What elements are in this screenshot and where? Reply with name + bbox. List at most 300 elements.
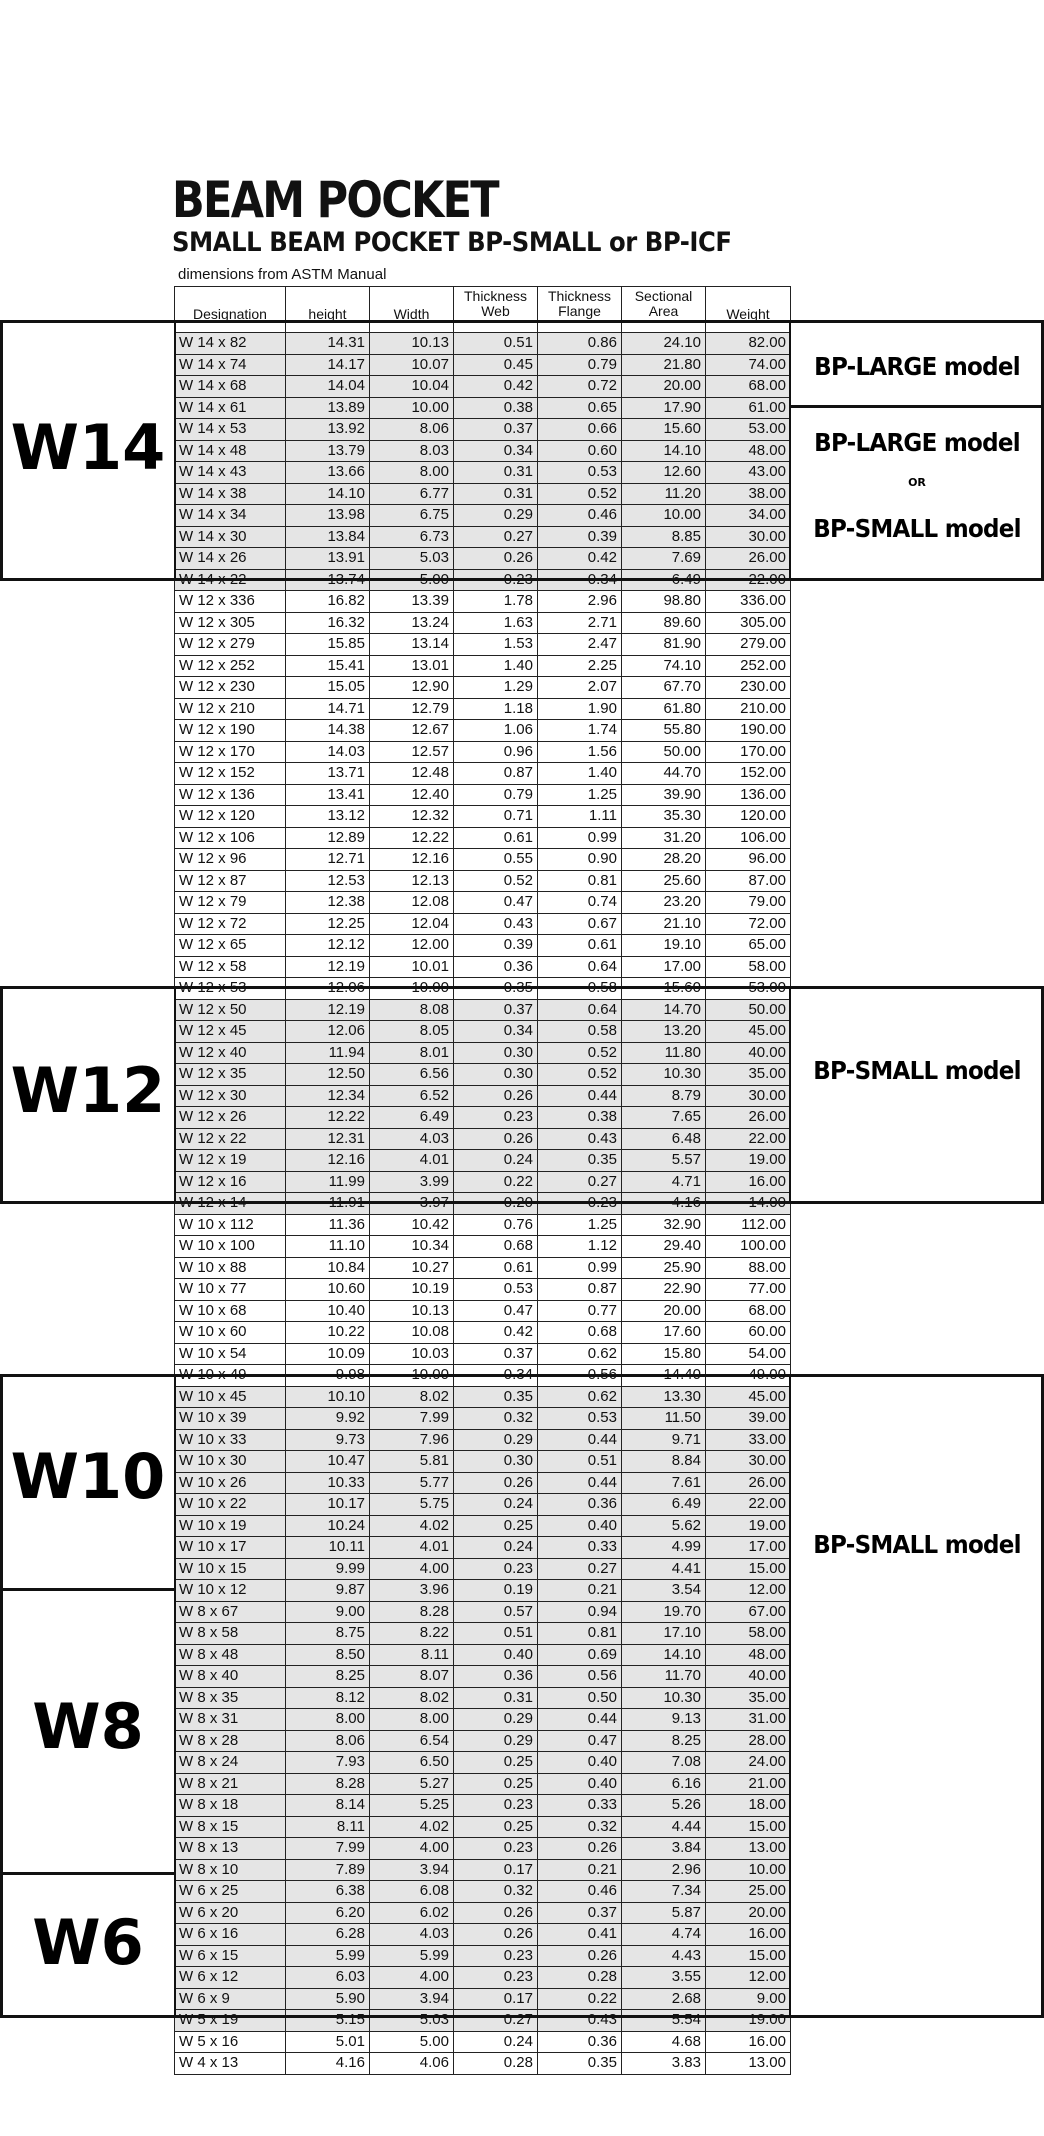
designation-cell: W 10 x 60: [175, 1322, 286, 1344]
table-row: [175, 1257, 791, 1279]
value-cell: 336.00: [706, 591, 791, 613]
model-label-bp-small: BP-SMALL model: [813, 514, 1021, 543]
value-cell: 22.00: [706, 569, 791, 591]
value-cell: 68.00: [706, 1300, 791, 1322]
value-cell: 0.62: [538, 1343, 622, 1365]
value-cell: 120.00: [706, 806, 791, 828]
value-cell: 0.22: [538, 1988, 622, 2010]
table-row: [175, 1236, 791, 1258]
value-cell: 0.29: [454, 1429, 538, 1451]
value-cell: 0.37: [538, 1902, 622, 1924]
value-cell: 61.80: [622, 698, 706, 720]
value-cell: 0.60: [538, 440, 622, 462]
value-cell: 40.00: [706, 1666, 791, 1688]
value-cell: 5.54: [622, 2010, 706, 2032]
value-cell: 10.33: [286, 1472, 370, 1494]
value-cell: 15.85: [286, 634, 370, 656]
value-cell: 7.96: [370, 1429, 454, 1451]
value-cell: 50.00: [706, 999, 791, 1021]
value-cell: 35.30: [622, 806, 706, 828]
value-cell: 16.82: [286, 591, 370, 613]
model-label-bp-large: BP-LARGE model: [814, 428, 1020, 457]
value-cell: 0.23: [454, 1107, 538, 1129]
value-cell: 24.10: [622, 333, 706, 355]
value-cell: 0.29: [454, 505, 538, 527]
value-cell: 0.79: [538, 354, 622, 376]
value-cell: 58.00: [706, 956, 791, 978]
designation-cell: W 12 x 30: [175, 1085, 286, 1107]
value-cell: 0.47: [454, 892, 538, 914]
value-cell: 10.00: [622, 505, 706, 527]
group-label-w6: W6: [32, 1906, 144, 1979]
value-cell: 0.26: [454, 1472, 538, 1494]
designation-cell: W 12 x 72: [175, 913, 286, 935]
value-cell: 0.35: [454, 1386, 538, 1408]
value-cell: 28.20: [622, 849, 706, 871]
value-cell: 0.23: [454, 1838, 538, 1860]
value-cell: 22.00: [706, 1128, 791, 1150]
value-cell: 6.52: [370, 1085, 454, 1107]
value-cell: 13.24: [370, 612, 454, 634]
designation-cell: W 10 x 30: [175, 1451, 286, 1473]
value-cell: 6.08: [370, 1881, 454, 1903]
value-cell: 0.29: [454, 1730, 538, 1752]
value-cell: 14.00: [706, 1193, 791, 1215]
value-cell: 6.20: [286, 1902, 370, 1924]
value-cell: 15.00: [706, 1945, 791, 1967]
value-cell: 25.90: [622, 1257, 706, 1279]
table-row: [175, 913, 791, 935]
value-cell: 1.53: [454, 634, 538, 656]
value-cell: 65.00: [706, 935, 791, 957]
value-cell: 15.80: [622, 1343, 706, 1365]
designation-cell: W 14 x 68: [175, 376, 286, 398]
value-cell: 34.00: [706, 505, 791, 527]
designation-cell: W 10 x 68: [175, 1300, 286, 1322]
value-cell: 10.08: [370, 1322, 454, 1344]
value-cell: 6.49: [370, 1107, 454, 1129]
value-cell: 1.78: [454, 591, 538, 613]
value-cell: 2.68: [622, 1988, 706, 2010]
designation-cell: W 12 x 19: [175, 1150, 286, 1172]
value-cell: 0.86: [538, 333, 622, 355]
value-cell: 0.27: [538, 1558, 622, 1580]
designation-cell: W 8 x 40: [175, 1666, 286, 1688]
value-cell: 8.01: [370, 1042, 454, 1064]
value-cell: 0.68: [538, 1322, 622, 1344]
value-cell: 13.98: [286, 505, 370, 527]
value-cell: 45.00: [706, 1021, 791, 1043]
value-cell: 0.51: [538, 1451, 622, 1473]
value-cell: 5.26: [622, 1795, 706, 1817]
value-cell: 4.16: [622, 1193, 706, 1215]
value-cell: 3.97: [370, 1193, 454, 1215]
value-cell: 55.80: [622, 720, 706, 742]
table-row: [175, 1300, 791, 1322]
group-label-w12: W12: [10, 1054, 166, 1127]
value-cell: 8.03: [370, 440, 454, 462]
value-cell: 0.17: [454, 1988, 538, 2010]
value-cell: 16.00: [706, 1171, 791, 1193]
value-cell: 5.90: [286, 1988, 370, 2010]
group-divider: [0, 1872, 176, 1875]
table-row: [175, 2053, 791, 2075]
value-cell: 31.20: [622, 827, 706, 849]
value-cell: 26.00: [706, 1107, 791, 1129]
value-cell: 25.00: [706, 1881, 791, 1903]
designation-cell: W 14 x 22: [175, 569, 286, 591]
value-cell: 0.27: [454, 2010, 538, 2032]
value-cell: 4.06: [370, 2053, 454, 2075]
designation-cell: W 14 x 61: [175, 397, 286, 419]
designation-cell: W 6 x 9: [175, 1988, 286, 2010]
designation-cell: W 8 x 28: [175, 1730, 286, 1752]
value-cell: 38.00: [706, 483, 791, 505]
value-cell: 3.99: [370, 1171, 454, 1193]
value-cell: 0.79: [454, 784, 538, 806]
value-cell: 12.57: [370, 741, 454, 763]
value-cell: 0.39: [454, 935, 538, 957]
designation-cell: W 10 x 12: [175, 1580, 286, 1602]
value-cell: 0.24: [454, 2031, 538, 2053]
value-cell: 0.36: [454, 956, 538, 978]
value-cell: 0.61: [538, 935, 622, 957]
designation-cell: W 10 x 15: [175, 1558, 286, 1580]
value-cell: 0.81: [538, 1623, 622, 1645]
value-cell: 0.39: [538, 526, 622, 548]
designation-cell: W 10 x 88: [175, 1257, 286, 1279]
value-cell: 0.25: [454, 1515, 538, 1537]
value-cell: 8.08: [370, 999, 454, 1021]
value-cell: 74.10: [622, 655, 706, 677]
value-cell: 0.26: [538, 1838, 622, 1860]
value-cell: 5.03: [370, 548, 454, 570]
value-cell: 11.10: [286, 1236, 370, 1258]
value-cell: 5.77: [370, 1472, 454, 1494]
value-cell: 9.98: [286, 1365, 370, 1387]
value-cell: 1.18: [454, 698, 538, 720]
value-cell: 14.38: [286, 720, 370, 742]
value-cell: 0.40: [538, 1773, 622, 1795]
group-label-w8: W8: [32, 1690, 144, 1763]
value-cell: 13.41: [286, 784, 370, 806]
table-row: [175, 784, 791, 806]
value-cell: 20.00: [706, 1902, 791, 1924]
value-cell: 3.94: [370, 1859, 454, 1881]
value-cell: 8.12: [286, 1687, 370, 1709]
value-cell: 4.02: [370, 1515, 454, 1537]
value-cell: 1.40: [454, 655, 538, 677]
value-cell: 14.70: [622, 999, 706, 1021]
value-cell: 0.36: [538, 1494, 622, 1516]
value-cell: 0.34: [454, 1365, 538, 1387]
value-cell: 10.19: [370, 1279, 454, 1301]
designation-cell: W 12 x 106: [175, 827, 286, 849]
value-cell: 13.66: [286, 462, 370, 484]
value-cell: 67.00: [706, 1601, 791, 1623]
value-cell: 19.00: [706, 1150, 791, 1172]
value-cell: 4.99: [622, 1537, 706, 1559]
table-row: [175, 634, 791, 656]
value-cell: 12.31: [286, 1128, 370, 1150]
value-cell: 72.00: [706, 913, 791, 935]
value-cell: 1.40: [538, 763, 622, 785]
designation-cell: W 8 x 13: [175, 1838, 286, 1860]
value-cell: 0.26: [454, 548, 538, 570]
value-cell: 19.00: [706, 2010, 791, 2032]
value-cell: 0.58: [538, 978, 622, 1000]
value-cell: 11.80: [622, 1042, 706, 1064]
designation-cell: W 12 x 252: [175, 655, 286, 677]
designation-cell: W 14 x 26: [175, 548, 286, 570]
model-label-bp-large: BP-LARGE model: [814, 352, 1020, 381]
value-cell: 48.00: [706, 1644, 791, 1666]
value-cell: 170.00: [706, 741, 791, 763]
value-cell: 1.06: [454, 720, 538, 742]
value-cell: 29.40: [622, 1236, 706, 1258]
value-cell: 0.17: [454, 1859, 538, 1881]
value-cell: 15.60: [622, 978, 706, 1000]
designation-cell: W 10 x 49: [175, 1365, 286, 1387]
col-header-weight: Weight: [706, 287, 791, 333]
value-cell: 0.52: [538, 1064, 622, 1086]
value-cell: 7.69: [622, 548, 706, 570]
value-cell: 49.00: [706, 1365, 791, 1387]
value-cell: 10.34: [370, 1236, 454, 1258]
designation-cell: W 12 x 210: [175, 698, 286, 720]
value-cell: 13.30: [622, 1386, 706, 1408]
value-cell: 0.35: [538, 2053, 622, 2075]
value-cell: 10.27: [370, 1257, 454, 1279]
value-cell: 9.71: [622, 1429, 706, 1451]
value-cell: 8.06: [370, 419, 454, 441]
value-cell: 4.68: [622, 2031, 706, 2053]
value-cell: 8.00: [370, 1709, 454, 1731]
value-cell: 7.65: [622, 1107, 706, 1129]
value-cell: 19.00: [706, 1515, 791, 1537]
col-header-width: Width: [370, 287, 454, 333]
value-cell: 0.29: [454, 1709, 538, 1731]
value-cell: 6.49: [622, 1494, 706, 1516]
value-cell: 8.11: [370, 1644, 454, 1666]
designation-cell: W 10 x 77: [175, 1279, 286, 1301]
value-cell: 21.00: [706, 1773, 791, 1795]
value-cell: 21.10: [622, 913, 706, 935]
value-cell: 12.67: [370, 720, 454, 742]
value-cell: 12.60: [622, 462, 706, 484]
value-cell: 14.03: [286, 741, 370, 763]
table-row: [175, 892, 791, 914]
value-cell: 12.71: [286, 849, 370, 871]
value-cell: 0.44: [538, 1472, 622, 1494]
value-cell: 10.60: [286, 1279, 370, 1301]
value-cell: 32.90: [622, 1214, 706, 1236]
value-cell: 8.79: [622, 1085, 706, 1107]
value-cell: 10.13: [370, 1300, 454, 1322]
value-cell: 5.57: [622, 1150, 706, 1172]
table-row: [175, 1214, 791, 1236]
value-cell: 0.23: [454, 569, 538, 591]
value-cell: 8.02: [370, 1687, 454, 1709]
designation-cell: W 14 x 48: [175, 440, 286, 462]
value-cell: 10.09: [286, 1343, 370, 1365]
value-cell: 0.81: [538, 870, 622, 892]
designation-cell: W 10 x 26: [175, 1472, 286, 1494]
col-header-height: height: [286, 287, 370, 333]
value-cell: 6.50: [370, 1752, 454, 1774]
value-cell: 0.40: [538, 1515, 622, 1537]
value-cell: 4.01: [370, 1537, 454, 1559]
value-cell: 0.27: [454, 526, 538, 548]
value-cell: 43.00: [706, 462, 791, 484]
value-cell: 0.37: [454, 419, 538, 441]
value-cell: 15.05: [286, 677, 370, 699]
value-cell: 23.20: [622, 892, 706, 914]
designation-cell: W 10 x 112: [175, 1214, 286, 1236]
value-cell: 0.96: [454, 741, 538, 763]
table-row: [175, 655, 791, 677]
value-cell: 0.64: [538, 999, 622, 1021]
table-row: [175, 612, 791, 634]
value-cell: 14.10: [622, 440, 706, 462]
value-cell: 0.34: [538, 569, 622, 591]
value-cell: 22.00: [706, 1494, 791, 1516]
value-cell: 0.25: [454, 1752, 538, 1774]
value-cell: 0.21: [538, 1580, 622, 1602]
value-cell: 0.44: [538, 1709, 622, 1731]
value-cell: 2.07: [538, 677, 622, 699]
designation-cell: W 12 x 65: [175, 935, 286, 957]
value-cell: 11.70: [622, 1666, 706, 1688]
table-row: [175, 935, 791, 957]
value-cell: 13.00: [706, 2053, 791, 2075]
value-cell: 8.14: [286, 1795, 370, 1817]
designation-cell: W 12 x 16: [175, 1171, 286, 1193]
value-cell: 5.27: [370, 1773, 454, 1795]
value-cell: 9.73: [286, 1429, 370, 1451]
value-cell: 12.19: [286, 999, 370, 1021]
value-cell: 0.34: [454, 1021, 538, 1043]
value-cell: 12.00: [706, 1967, 791, 1989]
value-cell: 0.23: [454, 1945, 538, 1967]
value-cell: 13.74: [286, 569, 370, 591]
value-cell: 0.24: [454, 1537, 538, 1559]
value-cell: 17.90: [622, 397, 706, 419]
value-cell: 0.51: [454, 1623, 538, 1645]
value-cell: 12.04: [370, 913, 454, 935]
value-cell: 4.03: [370, 1924, 454, 1946]
value-cell: 0.51: [454, 333, 538, 355]
value-cell: 0.37: [454, 999, 538, 1021]
value-cell: 30.00: [706, 1085, 791, 1107]
designation-cell: W 10 x 45: [175, 1386, 286, 1408]
value-cell: 44.70: [622, 763, 706, 785]
table-row: [175, 870, 791, 892]
value-cell: 6.38: [286, 1881, 370, 1903]
value-cell: 13.01: [370, 655, 454, 677]
value-cell: 13.84: [286, 526, 370, 548]
value-cell: 19.70: [622, 1601, 706, 1623]
value-cell: 252.00: [706, 655, 791, 677]
designation-cell: W 10 x 33: [175, 1429, 286, 1451]
value-cell: 0.71: [454, 806, 538, 828]
designation-cell: W 6 x 15: [175, 1945, 286, 1967]
value-cell: 35.00: [706, 1687, 791, 1709]
value-cell: 61.00: [706, 397, 791, 419]
value-cell: 5.00: [370, 569, 454, 591]
value-cell: 15.00: [706, 1816, 791, 1838]
value-cell: 10.17: [286, 1494, 370, 1516]
value-cell: 50.00: [622, 741, 706, 763]
value-cell: 33.00: [706, 1429, 791, 1451]
value-cell: 4.00: [370, 1558, 454, 1580]
value-cell: 210.00: [706, 698, 791, 720]
value-cell: 0.23: [538, 1193, 622, 1215]
value-cell: 30.00: [706, 526, 791, 548]
model-label-or: OR: [908, 476, 926, 489]
value-cell: 12.34: [286, 1085, 370, 1107]
designation-cell: W 12 x 190: [175, 720, 286, 742]
value-cell: 87.00: [706, 870, 791, 892]
col-header-sectional-area: Sectional Area: [622, 287, 706, 333]
value-cell: 10.84: [286, 1257, 370, 1279]
value-cell: 6.73: [370, 526, 454, 548]
value-cell: 1.29: [454, 677, 538, 699]
designation-cell: W 14 x 82: [175, 333, 286, 355]
value-cell: 0.53: [454, 1279, 538, 1301]
value-cell: 0.64: [538, 956, 622, 978]
value-cell: 0.47: [454, 1300, 538, 1322]
value-cell: 15.60: [622, 419, 706, 441]
value-cell: 40.00: [706, 1042, 791, 1064]
value-cell: 10.00: [370, 1365, 454, 1387]
value-cell: 6.28: [286, 1924, 370, 1946]
designation-cell: W 12 x 230: [175, 677, 286, 699]
value-cell: 6.77: [370, 483, 454, 505]
value-cell: 0.45: [454, 354, 538, 376]
designation-cell: W 8 x 21: [175, 1773, 286, 1795]
model-label-bp-small: BP-SMALL model: [813, 1530, 1021, 1559]
designation-cell: W 12 x 152: [175, 763, 286, 785]
value-cell: 10.30: [622, 1687, 706, 1709]
designation-cell: W 12 x 96: [175, 849, 286, 871]
table-row: [175, 827, 791, 849]
value-cell: 11.99: [286, 1171, 370, 1193]
value-cell: 0.30: [454, 1451, 538, 1473]
value-cell: 0.36: [538, 2031, 622, 2053]
value-cell: 8.00: [370, 462, 454, 484]
designation-cell: W 12 x 87: [175, 870, 286, 892]
value-cell: 0.68: [454, 1236, 538, 1258]
value-cell: 3.54: [622, 1580, 706, 1602]
value-cell: 12.79: [370, 698, 454, 720]
designation-cell: W 12 x 305: [175, 612, 286, 634]
designation-cell: W 14 x 74: [175, 354, 286, 376]
table-row: [175, 1322, 791, 1344]
value-cell: 0.58: [538, 1021, 622, 1043]
value-cell: 0.62: [538, 1386, 622, 1408]
value-cell: 13.14: [370, 634, 454, 656]
page-subtitle: SMALL BEAM POCKET BP-SMALL or BP-ICF: [172, 227, 732, 258]
value-cell: 30.00: [706, 1451, 791, 1473]
designation-cell: W 14 x 34: [175, 505, 286, 527]
model-divider: [790, 405, 1044, 408]
value-cell: 4.71: [622, 1171, 706, 1193]
value-cell: 106.00: [706, 827, 791, 849]
value-cell: 0.33: [538, 1795, 622, 1817]
value-cell: 0.27: [538, 1171, 622, 1193]
designation-cell: W 10 x 22: [175, 1494, 286, 1516]
